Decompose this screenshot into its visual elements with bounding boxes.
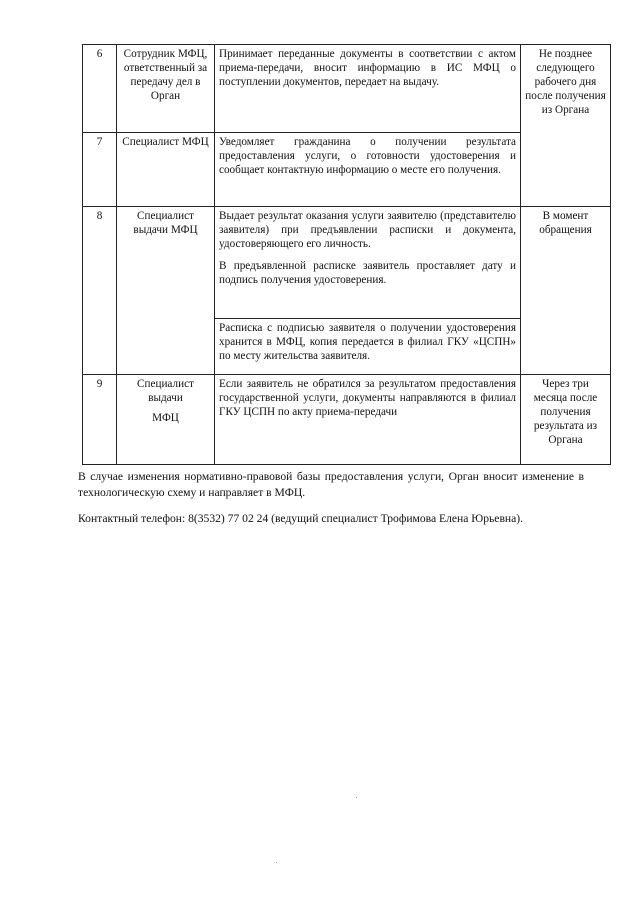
step-number: 8: [83, 207, 117, 375]
action-text: Выдает результат оказания услуги заявителю (представителю заявителя) при предъявлении расписки и документа, удостоверяющего его личность.: [219, 210, 516, 250]
regulation-change-note: В случае изменения нормативно-правовой базы предоставления услуги, Орган вносит изменение в технологическую схему и направляет в МФЦ.: [78, 470, 584, 499]
responsible-person-line: МФЦ: [152, 412, 179, 424]
step-action: [215, 319, 521, 375]
step-action: [215, 375, 521, 465]
step-deadline: В момент обращения: [521, 207, 611, 375]
contact-line: Контактный телефон: 8(3532) 77 02 24 (ведущий специалист Трофимова Елена Юрьевна).: [78, 512, 524, 525]
step-number: 6: [83, 45, 117, 133]
table-row: [83, 45, 611, 133]
responsible-person: Специалист МФЦ: [117, 133, 215, 207]
action-text: В предъявленной расписке заявитель проставляет дату и подпись получения удостоверения.: [219, 260, 516, 286]
step-action: [215, 45, 521, 133]
responsible-person: [117, 375, 215, 465]
action-text: Если заявитель не обратился за результатом предоставления государственной услуги, документы направляются в филиал ГКУ ЦСПН по акту приема-передачи: [219, 378, 516, 418]
step-deadline: Через три месяца после получения результата из Органа: [521, 375, 611, 465]
scan-speck: [276, 862, 277, 863]
action-text: Уведомляет гражданина о получении результата предоставления услуги, о готовности удостоверения и сообщает контактную информацию о месте его получения.: [219, 136, 516, 176]
action-text: Расписка с подписью заявителя о получении удостоверения хранится в МФЦ, копия передается в филиал ГКУ «ЦСПН» по месту жительства заявителя.: [219, 322, 516, 362]
step-action: [215, 133, 521, 207]
step-action: [215, 207, 521, 319]
procedure-table: [82, 44, 611, 465]
responsible-person: Специалист выдачи МФЦ: [117, 207, 215, 375]
action-text: Принимает переданные документы в соответствии с актом приема-передачи, вносит информацию в ИС МФЦ о поступлении документов, передает на выдачу.: [219, 48, 516, 88]
responsible-person-line: Специалист выдачи: [137, 378, 194, 404]
table-row: [83, 207, 611, 319]
responsible-person: Сотрудник МФЦ, ответственный за передачу дел в Орган: [117, 45, 215, 133]
table-row: [83, 375, 611, 465]
step-deadline: Не позднее следующего рабочего дня после получения из Органа: [521, 45, 611, 207]
step-number: 9: [83, 375, 117, 465]
scan-speck: [356, 797, 357, 798]
step-number: 7: [83, 133, 117, 207]
